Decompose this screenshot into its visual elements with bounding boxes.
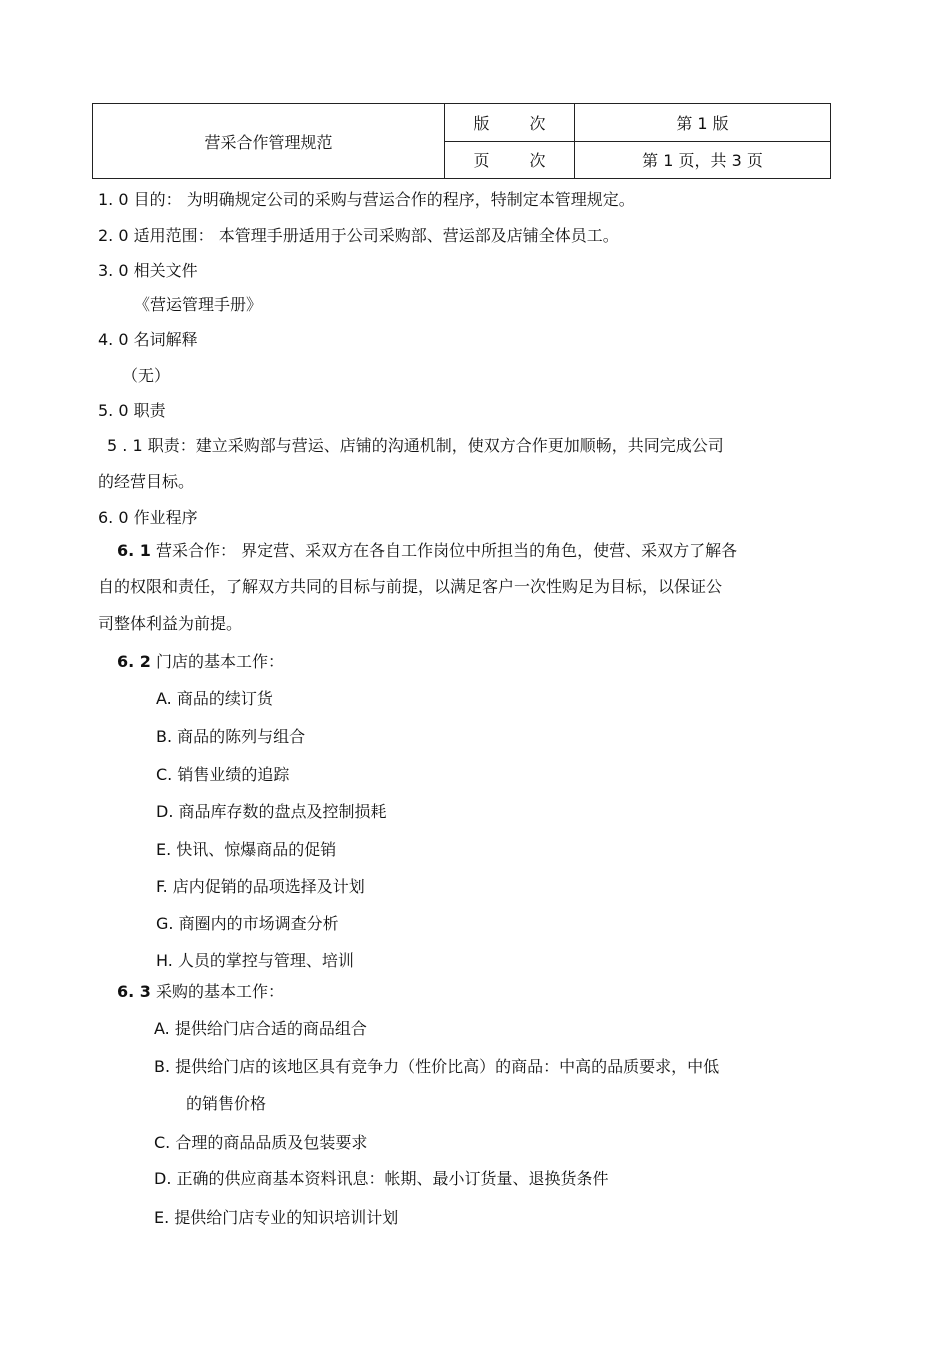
store-task-item: B. 商品的陈列与组合 [156,727,306,746]
purchase-task-item-continuation: 的销售价格 [186,1094,267,1113]
procedure-6-2-number: 6. 2 [117,652,151,671]
section-related-docs: 3. 0 相关文件 [98,261,198,280]
store-task-item: F. 店内促销的品项选择及计划 [156,877,365,896]
procedure-6-3-heading [117,982,284,1002]
document-header-table [92,103,831,179]
store-task-item: E. 快讯、惊爆商品的促销 [156,840,337,859]
version-label-char-1: 版 [473,113,490,133]
store-task-item: H. 人员的掌控与管理、培训 [156,951,354,970]
section-scope: 2. 0 适用范围： 本管理手册适用于公司采购部、营运部及店铺全体员工。 [98,226,619,245]
page-value: 第 1 页，共 3 页 [575,141,831,179]
store-task-item: G. 商圈内的市场调查分析 [156,914,339,933]
page-label [445,141,575,179]
procedure-6-1-line-3: 司整体利益为前提。 [98,614,243,633]
purchase-task-item: E. 提供给门店专业的知识培训计划 [154,1208,399,1227]
procedure-6-1-text: 营采合作： 界定营、采双方在各自工作岗位中所担当的角色，使营、采双方了解各 [156,541,738,560]
version-label [445,104,575,142]
responsibility-5-1-line-1: 5 . 1 职责：建立采购部与营运、店铺的沟通机制，使双方合作更加顺畅，共同完成公司 [107,436,724,455]
purchase-task-item: A. 提供给门店合适的商品组合 [154,1019,367,1038]
purchase-task-item: D. 正确的供应商基本资料讯息：帐期、最小订货量、退换货条件 [154,1169,609,1188]
section-glossary: 4. 0 名词解释 [98,330,198,349]
version-value: 第 1 版 [575,104,831,142]
related-doc-item: 《营运管理手册》 [134,295,263,314]
page-label-char-2: 次 [529,151,546,171]
store-task-item: C. 销售业绩的追踪 [156,765,290,784]
procedure-6-1-line-1 [117,541,737,561]
procedure-6-1-number: 6. 1 [117,541,151,560]
section-responsibility: 5. 0 职责 [98,401,166,420]
section-purpose: 1. 0 目的： 为明确规定公司的采购与营运合作的程序，特制定本管理规定。 [98,190,635,209]
procedure-6-2-heading [117,652,284,672]
page-label-char-1: 页 [473,151,490,171]
version-label-char-2: 次 [529,113,546,133]
purchase-task-item: C. 合理的商品品质及包装要求 [154,1133,368,1152]
store-task-item: D. 商品库存数的盘点及控制损耗 [156,802,387,821]
section-procedure: 6. 0 作业程序 [98,508,198,527]
purchase-task-item: B. 提供给门店的该地区具有竞争力（性价比高）的商品：中高的品质要求，中低 [154,1057,720,1076]
procedure-6-1-line-2: 自的权限和责任，了解双方共同的目标与前提，以满足客户一次性购足为目标，以保证公 [98,577,723,596]
procedure-6-3-number: 6. 3 [117,982,151,1001]
store-task-item: A. 商品的续订货 [156,689,273,708]
responsibility-5-1-line-2: 的经营目标。 [98,472,195,491]
procedure-6-2-title: 门店的基本工作： [156,652,285,671]
document-title: 营采合作管理规范 [93,104,445,179]
procedure-6-3-title: 采购的基本工作： [156,982,285,1001]
glossary-note: （无） [122,366,171,385]
